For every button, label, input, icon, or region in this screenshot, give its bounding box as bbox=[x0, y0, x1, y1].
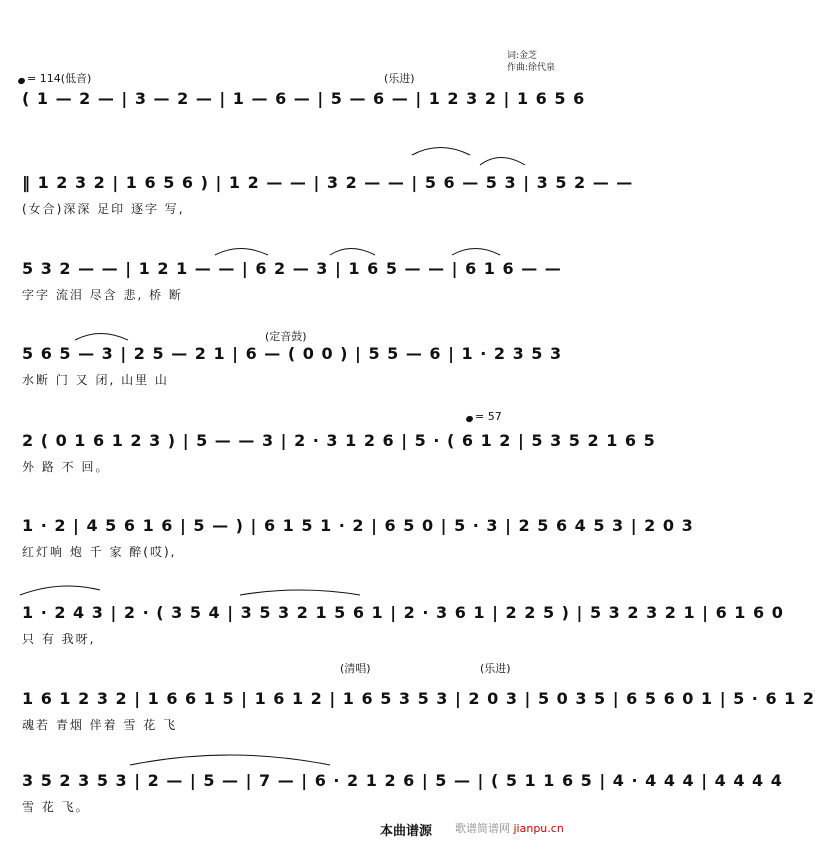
slur-arc bbox=[330, 249, 375, 256]
lyric-line: 外 路 不 回。 bbox=[22, 460, 110, 474]
slur-arc bbox=[412, 148, 470, 156]
notation-line: 3 5 2 3 5 3 | 2 — | 5 — | 7 — | 6 · 2 1 2 6 | 5 — | ( 5 1 1 6 5 | 4 · 4 4 4 | 4 4 4 4 bbox=[22, 771, 783, 790]
notation-line: 5 3 2 — — | 1 2 1 — — | 6 2 — 3 | 1 6 5 — — | 6 1 6 — — bbox=[22, 259, 562, 278]
lyric-line: (女合)深深 足印 逐字 写, bbox=[22, 202, 185, 216]
notation-line: ( 1 — 2 — | 3 — 2 — | 1 — 6 — | 5 — 6 — | 1 2 3 2 | 1 6 5 6 bbox=[22, 89, 586, 108]
tempo-mark-1: = 114(低音) bbox=[18, 70, 91, 86]
notation-line: 1 6 1 2 3 2 | 1 6 6 1 5 | 1 6 1 2 | 1 6 5 3 5 3 | 2 0 3 | 5 0 3 5 | 6 5 6 0 1 | 5 · 6 1 2 bbox=[22, 689, 815, 708]
slur-arc bbox=[480, 158, 525, 166]
notation-line: 2 ( 0 1 6 1 2 3 ) | 5 — — 3 | 2 · 3 1 2 6 | 5 · ( 6 1 2 | 5 3 5 2 1 6 5 bbox=[22, 431, 656, 450]
lyric-line: 雪 花 飞。 bbox=[22, 800, 90, 814]
notation-line: 1 · 2 | 4 5 6 1 6 | 5 — ) | 6 1 5 1 · 2 | 6 5 0 | 5 · 3 | 2 5 6 4 5 3 | 2 0 3 bbox=[22, 516, 694, 535]
notation-line: 1 · 2 4 3 | 2 · ( 3 5 4 | 3 5 3 2 1 5 6 1 | 2 · 3 6 1 | 2 2 5 ) | 5 3 2 3 2 1 | 6 1 6 0 bbox=[22, 603, 784, 622]
annotation-1: (乐进) bbox=[384, 72, 415, 85]
annotation-4: (乐进) bbox=[480, 662, 511, 675]
lyric-line: 字字 流泪 尽含 悲, 桥 断 bbox=[22, 288, 183, 302]
annotation-2: (定音鼓) bbox=[265, 330, 307, 343]
slur-arc bbox=[130, 755, 330, 765]
slur-arc bbox=[20, 586, 100, 595]
composer-credit: 作曲:徐代泉 bbox=[507, 63, 556, 73]
lyric-line: 红灯响 炮 千 家 醉(哎), bbox=[22, 545, 177, 559]
slur-arc bbox=[215, 249, 268, 256]
slur-arc bbox=[452, 249, 500, 256]
lyric-line: 只 有 我呀, bbox=[22, 632, 96, 646]
lyricist-credit: 词:金芝 bbox=[507, 51, 538, 61]
annotation-3: (清唱) bbox=[340, 662, 371, 675]
lyric-line: 魂若 青烟 伴着 雪 花 飞 bbox=[22, 718, 178, 732]
lyric-line: 水断 门 又 闭, 山里 山 bbox=[22, 373, 169, 387]
slur-arc bbox=[75, 334, 128, 341]
notation-line: 5 6 5 — 3 | 2 5 — 2 1 | 6 — ( 0 0 ) | 5 5 — 6 | 1 · 2 3 5 3 bbox=[22, 344, 563, 363]
watermark-site: 歌谱简谱网 jianpu.cn bbox=[455, 822, 564, 835]
tempo-mark-2: = 57 bbox=[466, 410, 502, 423]
source-label: 本曲谱源 bbox=[380, 824, 433, 839]
notation-line: ‖ 1 2 3 2 | 1 6 5 6 ) | 1 2 — — | 3 2 — — | 5 6 — 5 3 | 3 5 2 — — bbox=[22, 173, 634, 192]
slur-arc bbox=[240, 590, 360, 595]
